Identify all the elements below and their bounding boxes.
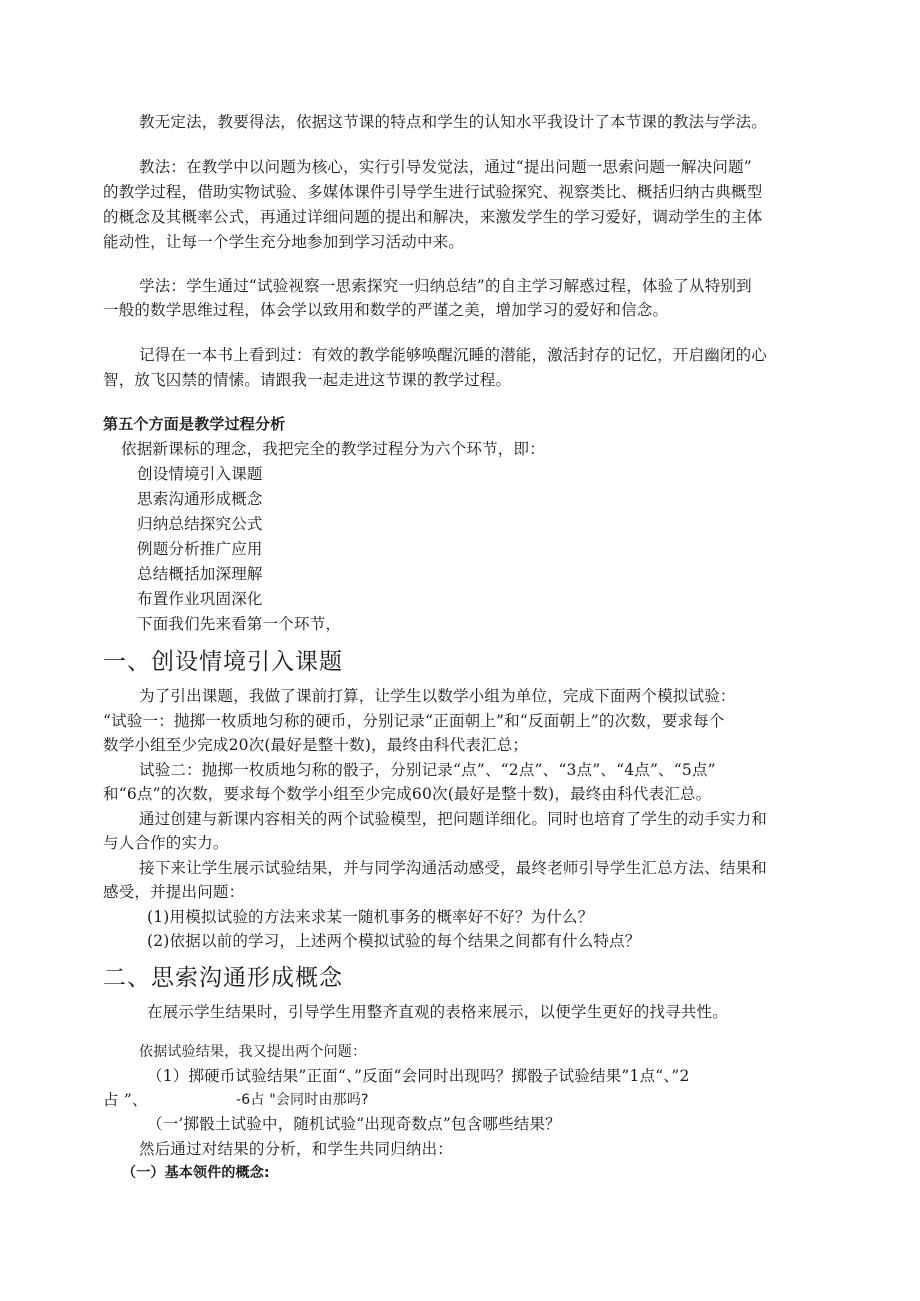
part1-line-4: 试验二：抛掷一枚质地匀称的骰子，分别记录“点”、“2点”、“3点”、“4点”、“5点” [139,761,716,779]
part2-line-1: 在展示学生结果时，引导学生用整齐直观的表格来展示，以便学生更好的找寻共性。 [147,1003,728,1021]
teaching-method-line-1: 教法：在教学中以问题为核心，实行引导发觉法，通过“提出问题一思索问题一解决问题” [139,158,752,176]
section-lead: 依据新课标的理念，我把完全的教学过程分为六个环节，即： [121,440,545,458]
learning-method-line-1: 学法：学生通过“试验视察一思索探究一归纳总结”的自主学习解惑过程，体验了从特别到 [139,277,752,295]
list-item: 总结概括加深理解 [137,565,263,583]
part1-line-1: 为了引出课题，我做了课前打算，让学生以数学小组为单位，完成下面两个模拟试验： [139,687,736,705]
list-item: 例题分析推广应用 [137,540,263,558]
part1-line-8: 接下来让学生展示试验结果，并与同学沟通活动感受，最终老师引导学生汇总方法、结果和 [139,859,768,877]
part1-line-6: 通过创建与新课内容相关的两个试验模型，把问题详细化。同时也培育了学生的动手实力和 [139,810,768,828]
teaching-method-line-3: 的概念及其概率公式，再通过详细问题的提出和解决，来激发学生的学习爱好，调动学生的主体 [103,208,763,226]
part2-line-5: （一’掷骰土试验中，随机试验“出现奇数点”包含哪些结果？ [147,1115,561,1133]
part2-line-4a: 占 ”、 [103,1091,148,1109]
teaching-method-line-4: 能动性，让每一个学生充分地参加到学习活动中来。 [103,233,465,251]
question-2: (2)依据以前的学习，上述两个模拟试验的每个结果之间都有什么特点？ [147,932,641,950]
part1-title: 一、创设情境引入课题 [103,649,343,675]
teaching-method-line-2: 的教学过程，借助实物试验、多媒体课件引导学生进行试验探究、视察类比、概括归纳古典概型 [103,183,763,201]
part1-line-9: 感受，并提出问题： [103,883,245,901]
list-item: 归纳总结探究公式 [137,515,263,533]
part1-line-3: 数学小组至少完成20次(最好是整十数)，最终由科代表汇总； [103,736,529,754]
learning-method-line-2: 一般的数学思维过程，体会学以致用和数学的严谨之美，增加学习的爱好和信念。 [103,301,669,319]
list-item: 布置作业巩固深化 [137,590,263,608]
quote-line-2: 智，放飞囚禁的情愫。请跟我一起走进这节课的教学过程。 [103,371,512,389]
next-section-intro: 下面我们先来看第一个环节， [137,615,342,633]
list-item: 创设情境引入课题 [137,465,263,483]
list-item: 思索沟通形成概念 [137,490,263,508]
part1-line-7: 与人合作的实力。 [103,834,229,852]
part1-line-5: 和“6点”的次数，要求每个数学小组至少完成60次(最好是整十数)，最终由科代表汇总。 [103,785,712,803]
part2-line-2: 依据试验结果，我又提出两个问题： [139,1044,367,1060]
part2-line-6: 然后通过对结果的分析，和学生共同归纳出： [139,1140,454,1158]
part2-line-7: （一）基本领件的概念: [122,1165,270,1181]
section-heading: 第五个方面是教学过程分析 [103,415,286,433]
part1-line-2: “试验一：抛掷一枚质地匀称的硬币，分别记录“正面朝上”和“反面朝上”的次数，要求每个 [103,712,725,730]
part2-line-3: （1）掷硬币试验结果”正面“、”反面“会同时出现吗？掷骰子试验结果”1点“、”2 [147,1067,690,1085]
part2-title: 二、思索沟通形成概念 [103,965,343,991]
question-1: (1)用模拟试验的方法来求某一随机事务的概率好不好？为什么？ [147,908,594,926]
quote-line-1: 记得在一本书上看到过：有效的教学能够唤醒沉睡的潜能，激活封存的记忆，开启幽闭的心 [139,346,768,364]
part2-line-4b: -6占 "会同时由那吗? [236,1092,369,1108]
intro-paragraph-1: 教无定法，教要得法，依据这节课的特点和学生的认知水平我设计了本节课的教法与学法。 [139,113,768,131]
